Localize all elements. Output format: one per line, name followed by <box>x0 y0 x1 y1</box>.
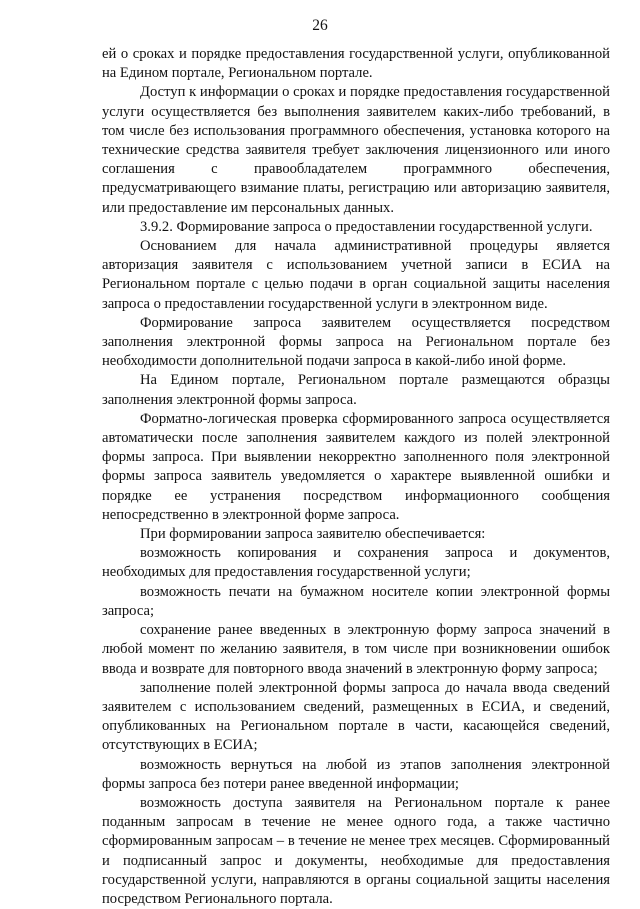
list-item-access-requests: возможность доступа заявителя на Региональном портале к ранее поданным запросам в течение не менее одного года, а также частично сформированным запросам – в течение не менее трех месяцев. Сформированный и подписанный запрос и документы, необходимые для предоставления государственной услуги, направляются в органы социальной защиты населения посредством Регионального портала. <box>102 794 610 907</box>
paragraph-continuation: ей о сроках и порядке предоставления государственной услуги, опубликованной на Едином портале, Региональном портале. <box>102 46 610 82</box>
paragraph-provisions-intro: При формировании запроса заявителю обеспечивается: <box>140 526 486 543</box>
list-item-save-values: сохранение ранее введенных в электронную форму запроса значений в любой момент по желанию заявителя, в том числе при возникновении ошибок ввода и возврате для повторного ввода значений в электронную форму запроса; <box>102 622 610 677</box>
list-item-print: возможность печати на бумажном носителе копии электронной формы запроса; <box>102 583 610 619</box>
list-item-return-stage: возможность вернуться на любой из этапов заполнения электронной формы запроса без потери ранее введенной информации; <box>102 756 610 792</box>
page-number: 26 <box>312 17 328 34</box>
paragraph-validation: Форматно-логическая проверка сформированного запроса осуществляется автоматически после заполнения заявителем каждого из полей электронной формы запроса. При выявлении некорректно заполненного поля электронной формы запроса заявитель уведомляется о характере выявленной ошибки и порядке ее устранения посредством информационного сообщения непосредственно в электронной форме запроса. <box>102 410 610 523</box>
section-heading-3-9-2: 3.9.2. Формирование запроса о предоставлении государственной услуги. <box>140 218 593 235</box>
list-item-prefill: заполнение полей электронной формы запроса до начала ввода сведений заявителем с использованием сведений, размещенных в ЕСИА, и сведений, опубликованных на Региональном портале в части, касающейся сведений, отсутствующих в ЕСИА; <box>102 679 610 754</box>
list-item-copy-save: возможность копирования и сохранения запроса и документов, необходимых для предоставления государственной услуги; <box>102 545 610 581</box>
paragraph-formation: Формирование запроса заявителем осуществляется посредством заполнения электронной формы запроса на Региональном портале без необходимости дополнительной подачи запроса в какой-либо иной форме. <box>102 314 610 370</box>
paragraph-access-info: Доступ к информации о сроках и порядке предоставления государственной услуги осуществляется без выполнения заявителем каких-либо требований, в том числе без использования программного обеспечения, установка которого на технические средства заявителя требует заключения лицензионного или иного соглашения с правообладателем программного обеспечения, предусматривающего взимание платы, регистрацию или авторизацию заявителя, или предоставление им персональных данных. <box>102 84 610 216</box>
document-body <box>102 45 610 909</box>
paragraph-samples: На Едином портале, Региональном портале размещаются образцы заполнения электронной формы запроса. <box>102 372 610 408</box>
paragraph-basis: Основанием для начала административной процедуры является авторизация заявителя с использованием учетной записи в ЕСИА на Региональном портале с целью подачи в орган социальной защиты населения запроса о предоставлении государственной услуги в электронном виде. <box>102 238 610 312</box>
